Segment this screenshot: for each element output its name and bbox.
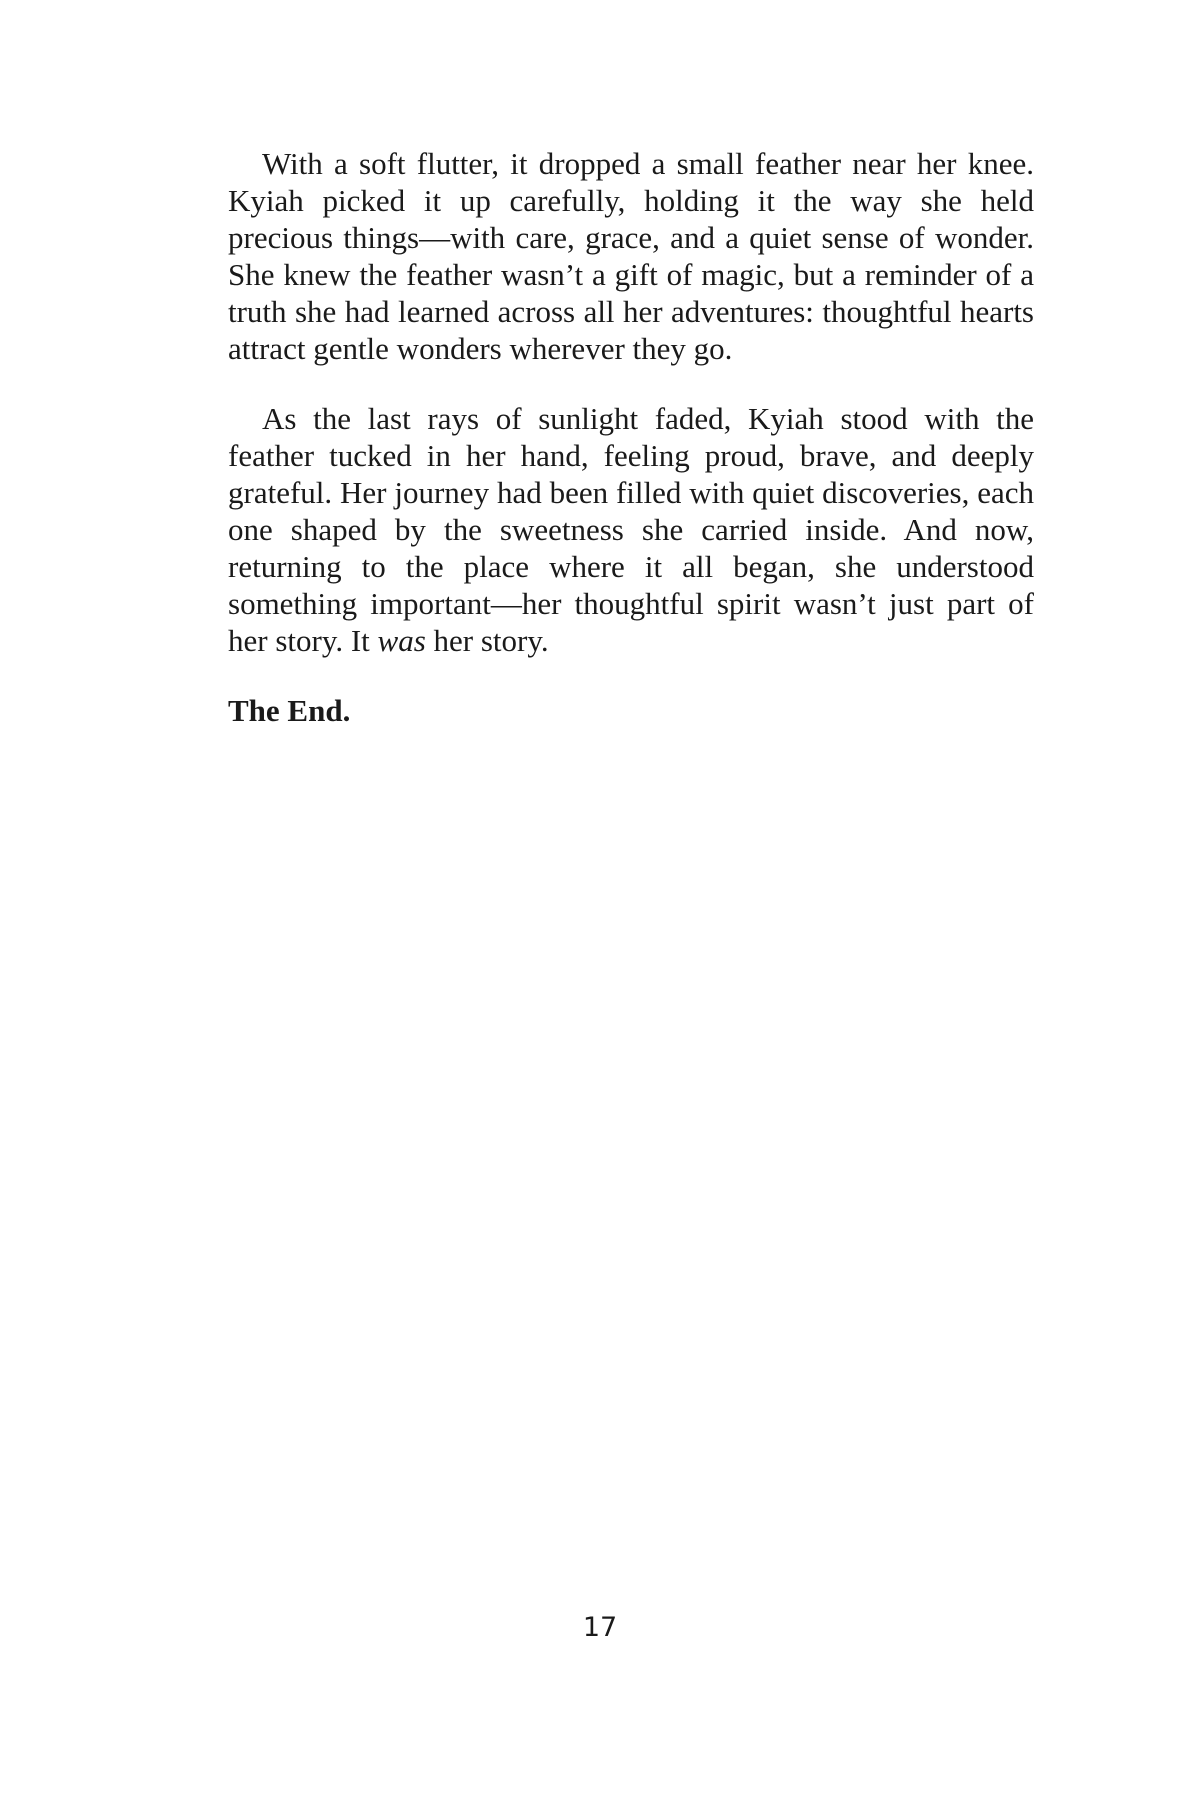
closing-line: The End. bbox=[228, 693, 351, 728]
paragraph-2-text: As the last rays of sunlight faded, Kyiah stood with the feather tucked in her hand, feeling proud, brave, and deeply grateful. Her journey had been filled with quiet discoveries, each one shaped by the sweetness she carried inside. And now, returning to the place where it all began, she understood something important—her thoughtful spirit wasn’t just part of her story. It bbox=[228, 401, 1034, 658]
page-body bbox=[228, 145, 1034, 729]
page-number: 17 bbox=[582, 1612, 618, 1643]
paragraph-1 bbox=[228, 145, 1034, 367]
paragraph-2-emphasis: was bbox=[377, 623, 426, 658]
paragraph-1-text: With a soft flutter, it dropped a small feather near her knee. Kyiah picked it up carefully, holding it the way she held precious things—with care, grace, and a quiet sense of wonder. She knew the feather wasn’t a gift of magic, but a reminder of a truth she had learned across all her adventures: thoughtful hearts attract gentle wonders wherever they go. bbox=[228, 146, 1034, 366]
paragraph-2-text-end: her story. bbox=[425, 623, 549, 658]
paragraph-2 bbox=[228, 400, 1034, 659]
